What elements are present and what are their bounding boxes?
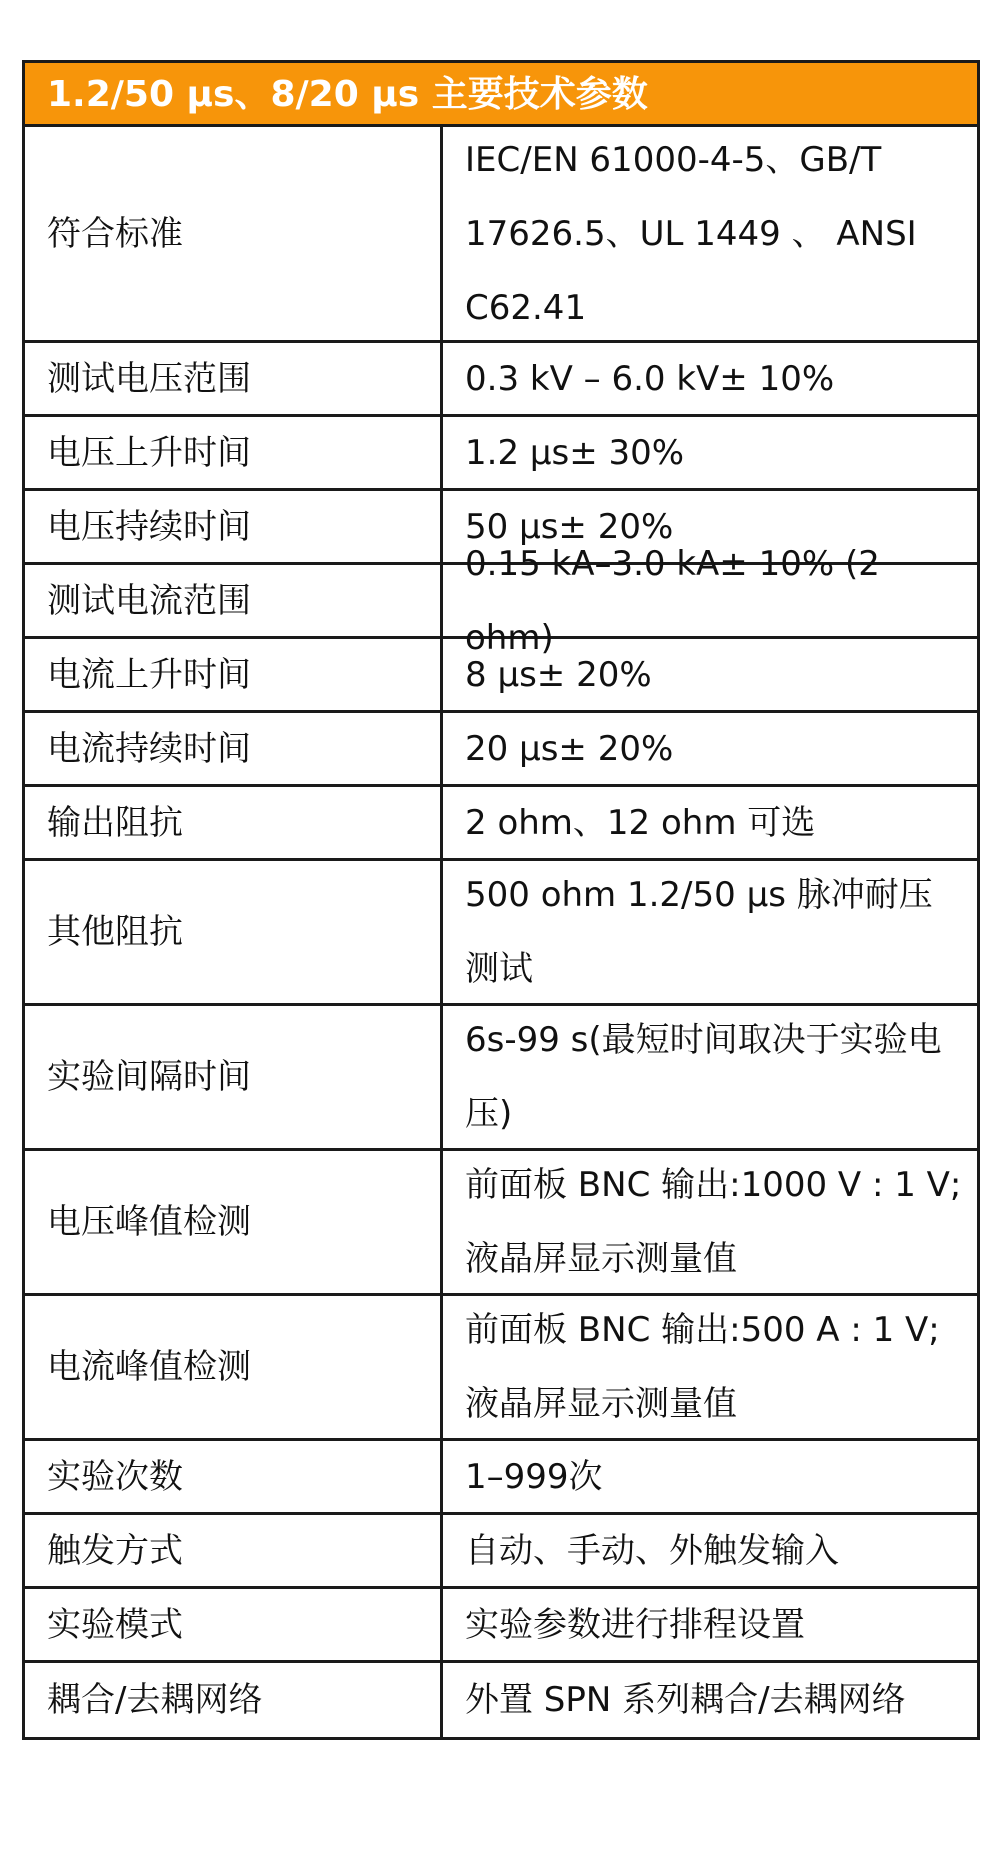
- table-row: [25, 417, 977, 491]
- row-value: 1.2 μs± 30%: [465, 432, 685, 473]
- table-row: [25, 639, 977, 713]
- row-label: 实验间隔时间: [25, 1006, 443, 1148]
- table-row: [25, 713, 977, 787]
- table-row: [25, 787, 977, 861]
- row-value: 500 ohm 1.2/50 μs 脉冲耐压 测试: [465, 875, 933, 989]
- table-row: [25, 1589, 977, 1663]
- row-value: 1–999次: [465, 1456, 603, 1497]
- row-value: 2 ohm、12 ohm 可选: [465, 802, 816, 843]
- row-label: 电流持续时间: [25, 713, 443, 784]
- row-label: 电压持续时间: [25, 491, 443, 562]
- row-value: 6s-99 s(最短时间取决于实验电 压): [465, 1020, 942, 1134]
- table-row: [25, 1151, 977, 1296]
- row-value: 前面板 BNC 输出:500 A : 1 V; 液晶屏显示测量值: [465, 1310, 940, 1424]
- table-body: [25, 127, 977, 1737]
- spec-table: [22, 60, 980, 1740]
- row-label: 输出阻抗: [25, 787, 443, 858]
- table-row: [25, 1441, 977, 1515]
- table-row: [25, 861, 977, 1006]
- row-label: 电压峰值检测: [25, 1151, 443, 1293]
- row-label: 触发方式: [25, 1515, 443, 1586]
- row-label: 电流峰值检测: [25, 1296, 443, 1438]
- row-value: 0.3 kV – 6.0 kV± 10%: [465, 358, 835, 399]
- row-value: 20 μs± 20%: [465, 728, 674, 769]
- table-row: [25, 127, 977, 343]
- row-label: 电压上升时间: [25, 417, 443, 488]
- table-row: [25, 1663, 977, 1737]
- row-label: 耦合/去耦网络: [25, 1663, 443, 1737]
- table-row: [25, 543, 977, 658]
- row-label: 测试电流范围: [25, 565, 443, 636]
- row-value: 外置 SPN 系列耦合/去耦网络: [465, 1680, 906, 1720]
- table-row: [25, 1515, 977, 1589]
- row-value: 前面板 BNC 输出:1000 V : 1 V; 液晶屏显示测量值: [465, 1165, 962, 1279]
- table-row: [25, 1296, 977, 1441]
- row-label: 实验模式: [25, 1589, 443, 1660]
- row-value: 8 μs± 20%: [465, 654, 652, 695]
- row-value: 50 μs± 20%: [465, 506, 674, 547]
- row-value: 实验参数进行排程设置: [465, 1604, 805, 1645]
- row-label: 电流上升时间: [25, 639, 443, 710]
- table-row: [25, 343, 977, 417]
- row-value: 自动、手动、外触发输入: [465, 1530, 839, 1571]
- table-title: 1.2/50 μs、8/20 μs 主要技术参数: [25, 63, 977, 127]
- row-label: 测试电压范围: [25, 343, 443, 414]
- row-label: 实验次数: [25, 1441, 443, 1512]
- row-value: IEC/EN 61000-4-5、GB/T 17626.5、UL 1449 、 ANSI C62.41: [465, 139, 917, 328]
- row-label: 其他阻抗: [25, 861, 443, 1003]
- row-label: 符合标准: [25, 127, 443, 340]
- table-row: [25, 1006, 977, 1151]
- row-value: 0.15 kA–3.0 kA± 10% (2 ohm): [465, 543, 880, 658]
